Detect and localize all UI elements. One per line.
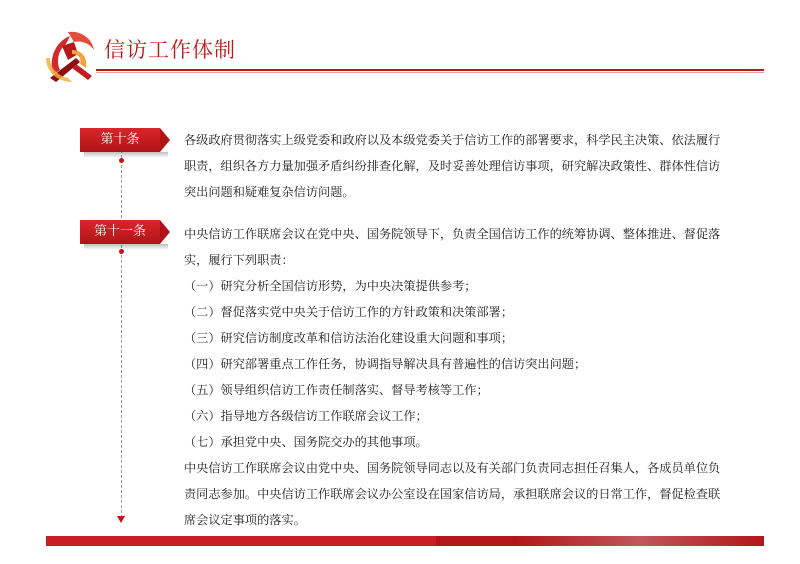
title-divider-thin (96, 72, 764, 73)
article-tag-10: 第十条 (80, 128, 160, 152)
list-item: （二）督促落实党中央关于信访工作的方针政策和决策部署； (184, 305, 514, 319)
text-line: 中央信访工作联席会议在党中央、国务院领导下，负责全国信访工作的统筹协调、整体推进、督促落 (184, 227, 721, 241)
timeline-line (121, 150, 122, 518)
article-10-text (184, 127, 762, 205)
text-line: 责同志参加。中央信访工作联席会议办公室设在国家信访局，承担联席会议的日常工作，督促检查联 (184, 487, 721, 501)
list-item: （一）研究分析全国信访形势，为中央决策提供参考； (184, 279, 477, 293)
text-line: 实，履行下列职责： (184, 253, 294, 267)
list-item: （五）领导组织信访工作责任制落实、督导考核等工作； (184, 383, 489, 397)
tag-shadow (84, 244, 168, 250)
text-line: 席会议定事项的落实。 (184, 513, 306, 527)
list-item: （六）指导地方各级信访工作联席会议工作； (184, 409, 428, 423)
footer-bar (46, 536, 764, 546)
list-item: （三）研究信访制度改革和信访法治化建设重大问题和事项； (184, 331, 514, 345)
text-line: 突出问题和疑难复杂信访问题。 (184, 185, 355, 199)
text-line: 中央信访工作联席会议由党中央、国务院领导同志以及有关部门负责同志担任召集人，各成员单位负 (184, 461, 721, 475)
tag-shadow (84, 152, 168, 158)
page-title: 信访工作体制 (104, 38, 236, 62)
timeline-dot (119, 158, 124, 163)
list-item: （四）研究部署重点工作任务，协调指导解决具有普遍性的信访突出问题； (184, 357, 587, 371)
article-tag-11: 第十一条 (80, 220, 160, 244)
timeline-arrow-icon (117, 516, 125, 523)
title-divider (96, 69, 764, 71)
party-emblem-icon (46, 28, 98, 82)
text-line: 职责，组织各方力量加强矛盾纠纷排查化解，及时妥善处理信访事项，研究解决政策性、群体性信访 (184, 159, 721, 173)
article-11-text (184, 221, 762, 533)
list-item: （七）承担党中央、国务院交办的其他事项。 (184, 435, 428, 449)
text-line: 各级政府贯彻落实上级党委和政府以及本级党委关于信访工作的部署要求，科学民主决策、依法履行 (184, 133, 721, 147)
